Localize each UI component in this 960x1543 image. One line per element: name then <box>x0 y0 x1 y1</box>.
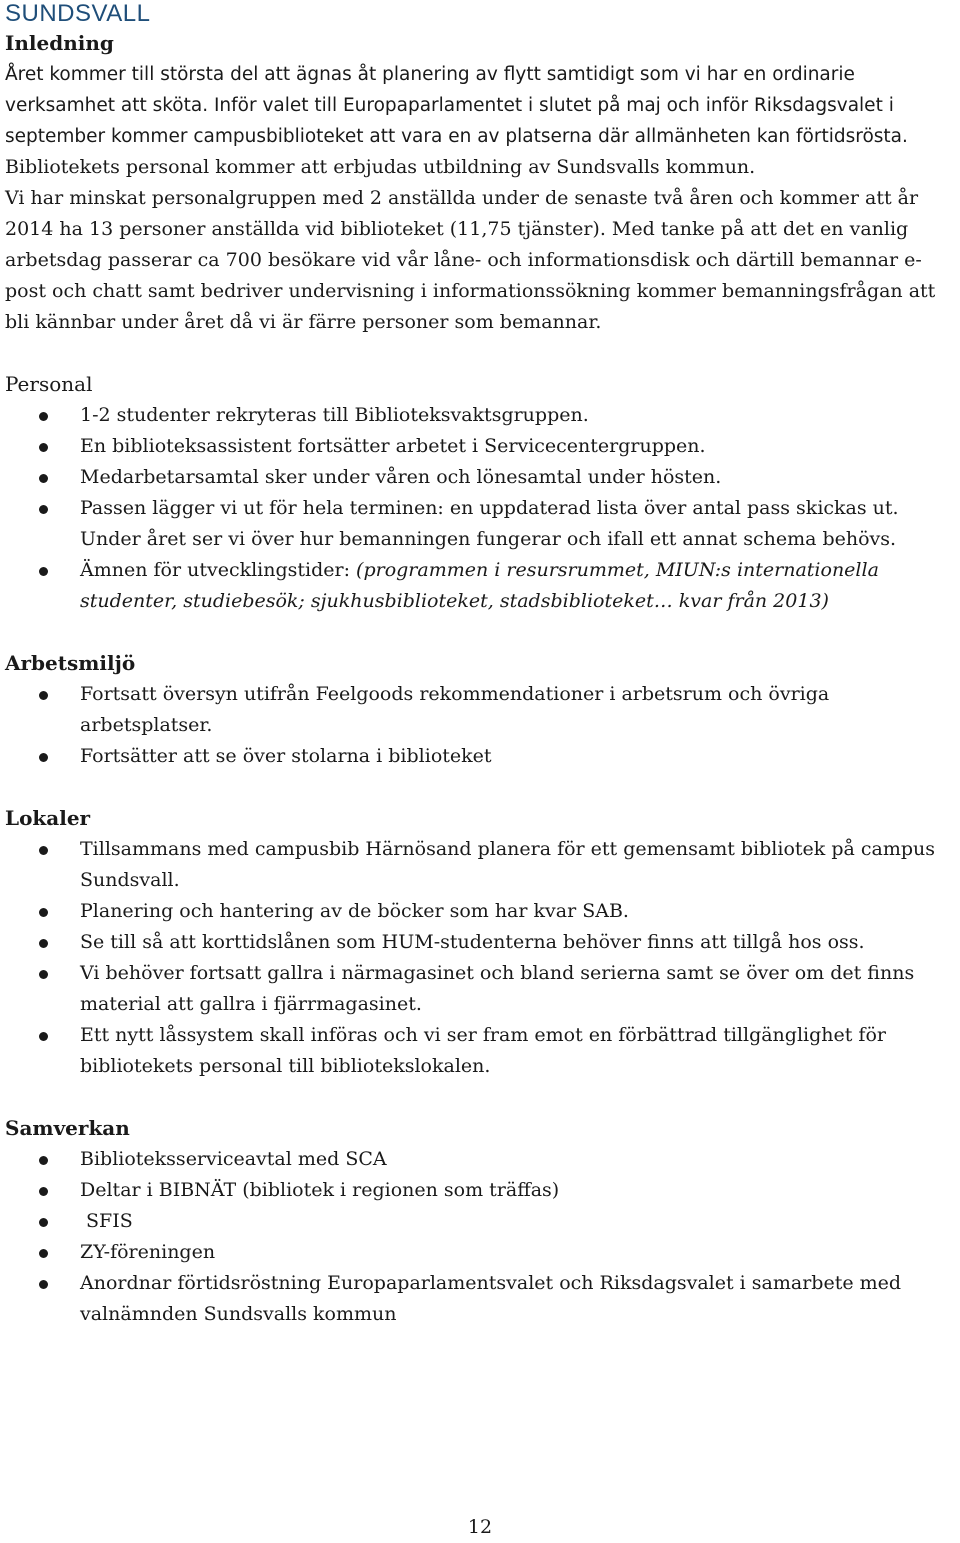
list-item: Ett nytt låssystem skall införas och vi ser fram emot en förbättrad tillgänglighet för bibliotekets personal till bibliotekslokalen. <box>5 1020 955 1082</box>
page-number: 12 <box>467 1516 493 1538</box>
list-item: ZY-föreningen <box>5 1237 955 1268</box>
samverkan-list <box>5 1144 955 1330</box>
inledning-text-sans: Året kommer till största del att ägnas åt planering av flytt samtidigt som vi har en ordinarie verksamhet att sköta. Inför valet till Europaparlamentet i slutet på maj och inför Riksdagsvalet i september kommer campusbiblioteket att vara en av platserna där allmänheten kan förtidsrösta. <box>5 64 908 147</box>
bullet-icon <box>39 1280 48 1289</box>
inledning-paragraph-1 <box>5 59 955 183</box>
bullet-icon <box>39 691 48 700</box>
bullet-icon <box>39 567 48 576</box>
bullet-icon <box>39 1249 48 1258</box>
bullet-icon <box>39 846 48 855</box>
list-item: En biblioteksassistent fortsätter arbetet i Servicecentergruppen. <box>5 431 955 462</box>
list-item: Biblioteksserviceavtal med SCA <box>5 1144 955 1175</box>
bullet-icon <box>39 412 48 421</box>
section-heading-lokaler: Lokaler <box>5 806 91 830</box>
bullet-icon <box>39 1218 48 1227</box>
bullet-icon <box>39 1187 48 1196</box>
list-item: Planering och hantering av de böcker som har kvar SAB. <box>5 896 955 927</box>
document-title: SUNDSVALL <box>5 0 151 27</box>
bullet-icon <box>39 970 48 979</box>
inledning-paragraph-2: Vi har minskat personalgruppen med 2 anställda under de senaste två åren och kommer att år 2014 ha 13 personer anställda vid biblioteket (11,75 tjänster). Med tanke på att det en vanlig arbetsdag passerar ca 700 besökare vid vår låne- och informationsdisk och därtill bemannar e-post och chatt samt bedriver undervisning i informationssökning kommer bemanningsfrågan att bli kännbar under året då vi är färre personer som bemannar. <box>5 187 936 333</box>
list-item: Fortsatt översyn utifrån Feelgoods rekommendationer i arbetsrum och övriga arbetsplatser. <box>5 679 955 741</box>
document-page <box>5 0 955 1330</box>
section-heading-personal: Personal <box>5 372 93 396</box>
bullet-icon <box>39 939 48 948</box>
list-item: Vi behöver fortsatt gallra i närmagasinet och bland serierna samt se över om det finns material att gallra i fjärrmagasinet. <box>5 958 955 1020</box>
list-item: Ämnen för utvecklingstider: (programmen i resursrummet, MIUN:s internationella studenter, studiebesök; sjukhusbiblioteket, stadsbiblioteket… kvar från 2013) <box>5 555 955 617</box>
section-heading-samverkan: Samverkan <box>5 1116 130 1140</box>
list-item: Deltar i BIBNÄT (bibliotek i regionen som träffas) <box>5 1175 955 1206</box>
section-heading-arbetsmiljo: Arbetsmiljö <box>5 651 136 675</box>
list-item: Passen lägger vi ut för hela terminen: en uppdaterad lista över antal pass skickas ut. Under året ser vi över hur bemanningen fungerar och ifall ett annat schema behövs. <box>5 493 955 555</box>
inledning-text-serif: Bibliotekets personal kommer att erbjudas utbildning av Sundsvalls kommun. <box>5 156 756 178</box>
bullet-icon <box>39 753 48 762</box>
list-item: Fortsätter att se över stolarna i biblioteket <box>5 741 955 772</box>
bullet-icon <box>39 1032 48 1041</box>
bullet-icon <box>39 443 48 452</box>
list-item: Anordnar förtidsröstning Europaparlamentsvalet och Riksdagsvalet i samarbete med valnämnden Sundsvalls kommun <box>5 1268 955 1330</box>
section-heading-inledning: Inledning <box>5 31 114 55</box>
personal-list <box>5 400 955 617</box>
bullet-icon <box>39 908 48 917</box>
bullet-icon <box>39 505 48 514</box>
lokaler-list <box>5 834 955 1082</box>
list-item: 1-2 studenter rekryteras till Biblioteksvaktsgruppen. <box>5 400 955 431</box>
arbetsmiljo-list <box>5 679 955 772</box>
list-item: Tillsammans med campusbib Härnösand planera för ett gemensamt bibliotek på campus Sundsvall. <box>5 834 955 896</box>
list-item: Medarbetarsamtal sker under våren och lönesamtal under hösten. <box>5 462 955 493</box>
bullet-icon <box>39 474 48 483</box>
list-item: SFIS <box>5 1206 955 1237</box>
bullet-icon <box>39 1156 48 1165</box>
list-item: Se till så att korttidslånen som HUM-studenterna behöver finns att tillgå hos oss. <box>5 927 955 958</box>
